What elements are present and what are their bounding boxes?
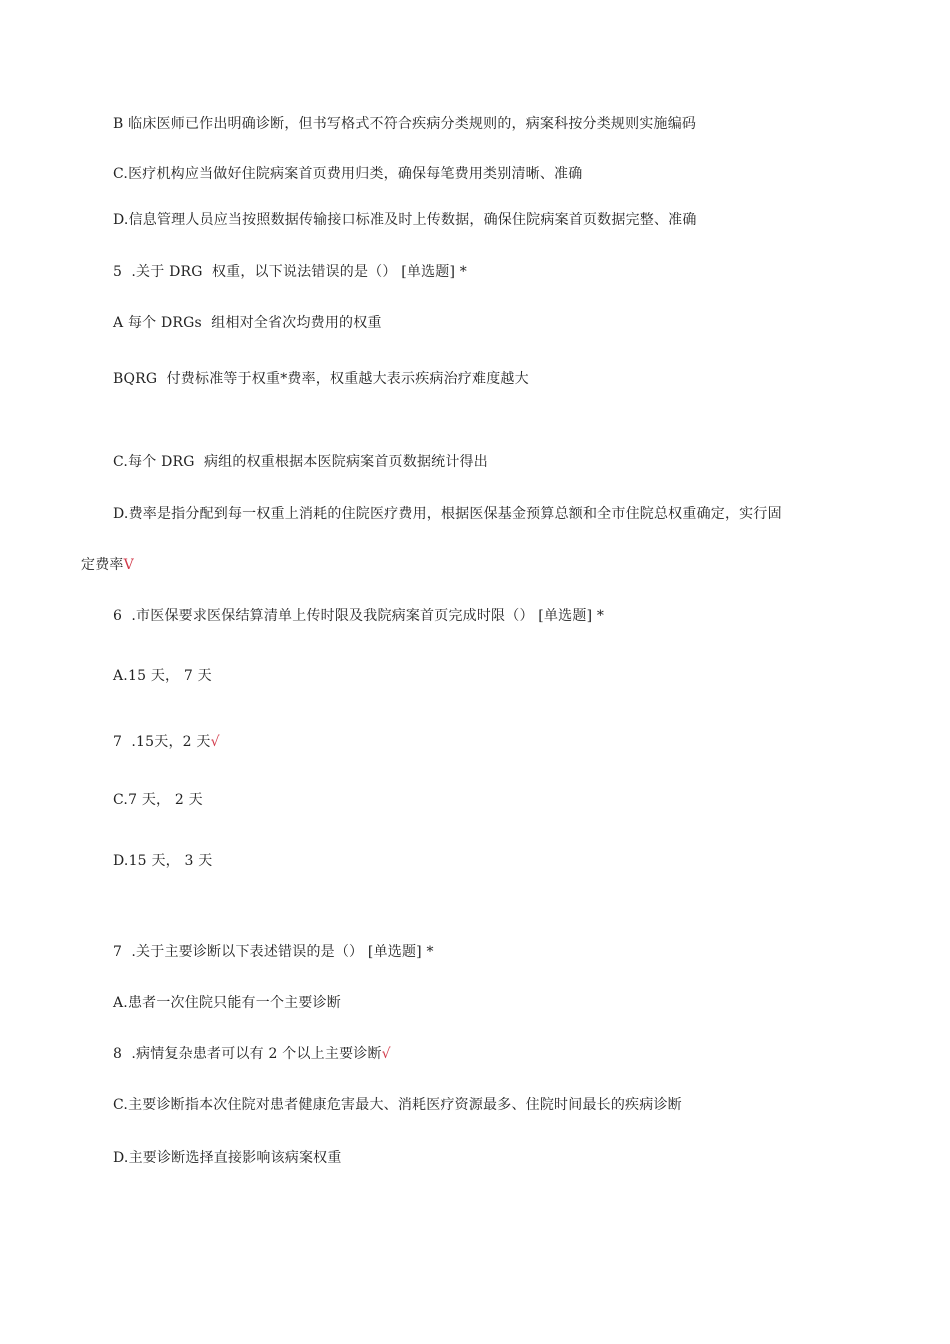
correct-answer-mark: V	[123, 557, 134, 573]
option-q4-d: D.信息管理人员应当按照数据传输接口标准及时上传数据，确保住院病案首页数据完整、准确	[113, 212, 697, 228]
question-5: 5 .关于 DRG 权重，以下说法错误的是（） [单选题] *	[113, 264, 467, 280]
option-q5-d-continued: 定费率V	[81, 557, 134, 573]
option-q5-c: C.每个 DRG 病组的权重根据本医院病案首页数据统计得出	[113, 454, 488, 470]
option-q6-d: D.15 天， 3 天	[113, 853, 213, 869]
option-q6-a: A.15 天， 7 天	[113, 668, 212, 684]
question-6: 6 .市医保要求医保结算清单上传时限及我院病案首页完成时限（） [单选题] *	[113, 608, 605, 624]
option-q4-c: C.医疗机构应当做好住院病案首页费用归类，确保每笔费用类别清晰、准确	[113, 166, 583, 182]
option-q7-c: C.主要诊断指本次住院对患者健康危害最大、消耗医疗资源最多、住院时间最长的疾病诊断	[113, 1097, 682, 1113]
option-q5-d: D.费率是指分配到每一权重上消耗的住院医疗费用，根据医保基金预算总额和全市住院总权重确定，实行固	[113, 506, 782, 522]
question-7: 7 .关于主要诊断以下表述错误的是（） [单选题] *	[113, 944, 434, 960]
correct-answer-mark: √	[381, 1046, 391, 1062]
option-q7-a: A.患者一次住院只能有一个主要诊断	[113, 995, 341, 1011]
correct-answer-mark: √	[210, 734, 220, 750]
option-q4-b: B 临床医师已作出明确诊断，但书写格式不符合疾病分类规则的，病案科按分类规则实施编码	[113, 116, 697, 132]
option-q6-b: 7 .15天，2 天√	[113, 734, 220, 750]
option-q7-d: D.主要诊断选择直接影响该病案权重	[113, 1150, 342, 1166]
option-q6-c: C.7 天， 2 天	[113, 792, 203, 808]
option-q5-a: A 每个 DRGs 组相对全省次均费用的权重	[113, 315, 382, 331]
option-q7-b: 8 .病情复杂患者可以有 2 个以上主要诊断√	[113, 1046, 391, 1062]
option-q5-b: BQRG 付费标准等于权重*费率，权重越大表示疾病治疗难度越大	[113, 371, 529, 387]
